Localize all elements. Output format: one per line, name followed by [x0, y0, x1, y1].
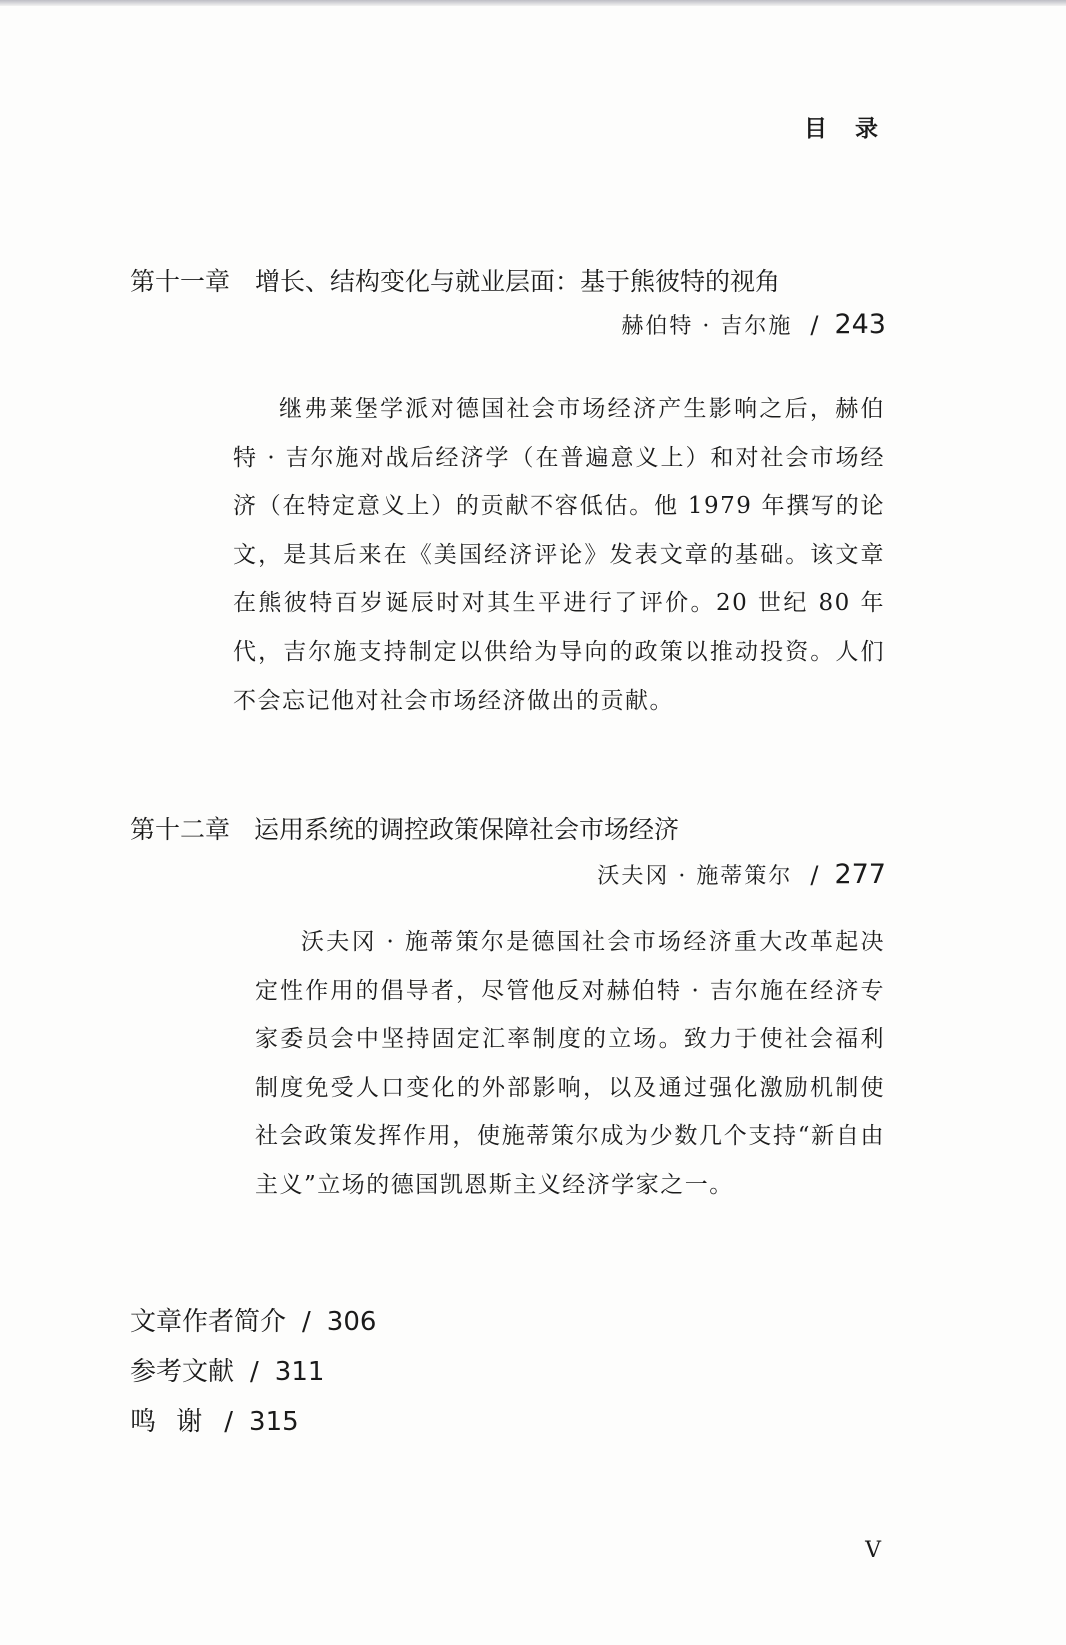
separator: /	[302, 1307, 311, 1337]
page-number: 311	[274, 1357, 325, 1387]
chapter-author: 赫伯特 · 吉尔施	[621, 314, 793, 339]
separator: /	[810, 861, 821, 889]
entry-label: 文章作者简介	[130, 1307, 287, 1337]
chapter-12-summary: 沃夫冈 · 施蒂策尔是德国社会市场经济重大改革起决定性作用的倡导者，尽管他反对赫伯特 · 吉尔施在经济专家委员会中坚持固定汇率制度的立场。致力于使社会福利制度免受人口变化的外部影响，以及通过强化激励机制使社会政策发挥作用，使施蒂策尔成为少数几个支持“新自由主义”立场的德国凯恩斯主义经济学家之一。	[255, 929, 885, 1198]
separator: /	[250, 1357, 259, 1387]
separator: /	[810, 311, 821, 339]
toc-entry-acknowledgements[interactable]	[130, 1401, 299, 1438]
chapter-11-summary: 继弗莱堡学派对德国社会市场经济产生影响之后，赫伯特 · 吉尔施对战后经济学（在普遍意义上）和对社会市场经济（在特定意义上）的贡献不容低估。他 1979 年撰写的论文，是其后来在《美国经济评论》发表文章的基础。该文章在熊彼特百岁诞辰时对其生平进行了评价。20 世纪 80 年代，吉尔施支持制定以供给为导向的政策以推动投资。人们不会忘记他对社会市场经济做出的贡献。	[233, 396, 885, 714]
toc-entry-author-bios[interactable]	[130, 1301, 376, 1338]
page-number: 306	[326, 1307, 377, 1337]
chapter-title: 增长、结构变化与就业层面：基于熊彼特的视角	[255, 267, 781, 296]
chapter-11-heading[interactable]	[130, 262, 780, 298]
page-number: 315	[249, 1407, 299, 1437]
toc-entry-references[interactable]	[130, 1351, 324, 1388]
chapter-11-author-line	[621, 309, 886, 340]
scan-edge	[0, 0, 1066, 6]
page-number: 277	[834, 859, 886, 890]
page-header: 目 录	[803, 115, 888, 142]
chapter-number: 第十二章	[130, 815, 231, 844]
chapter-12-heading[interactable]	[130, 810, 679, 846]
chapter-number: 第十一章	[130, 267, 231, 296]
chapter-12-author-line	[597, 859, 886, 890]
entry-label: 鸣 谢	[130, 1407, 209, 1437]
separator: /	[224, 1407, 234, 1437]
page-folio: V	[865, 1538, 881, 1563]
page-number: 243	[834, 309, 886, 340]
chapter-title: 运用系统的调控政策保障社会市场经济	[254, 815, 680, 844]
chapter-author: 沃夫冈 · 施蒂策尔	[597, 864, 793, 889]
entry-label: 参考文献	[130, 1357, 235, 1387]
